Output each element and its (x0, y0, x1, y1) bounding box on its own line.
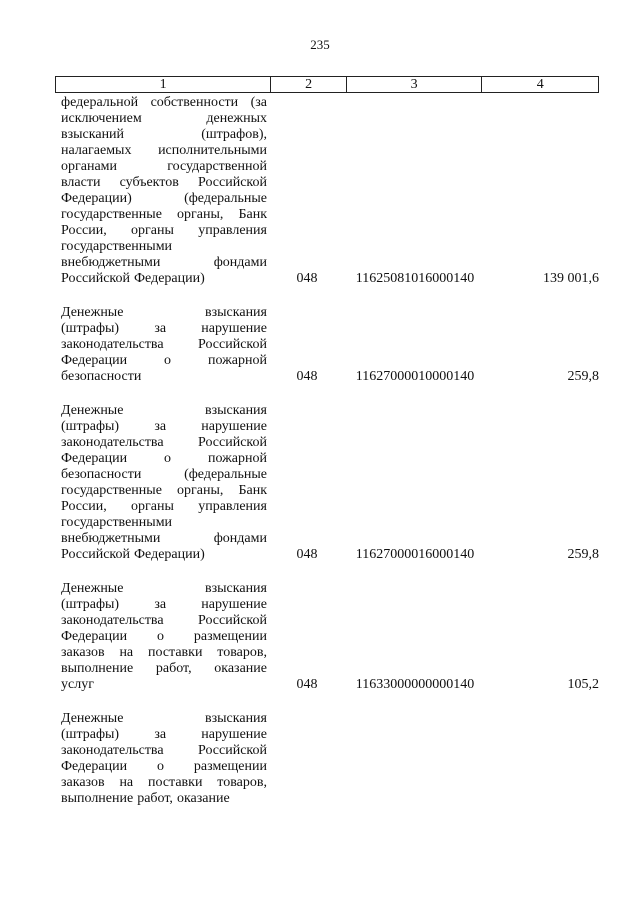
description-word: безопасности (61, 369, 142, 384)
column-header-4: 4 (536, 77, 544, 92)
table-row (55, 305, 599, 385)
description-word: исполнительными (158, 143, 267, 158)
row-budget-code: 11627000010000140 (355, 369, 475, 384)
description-word: Федерации (61, 353, 128, 368)
description-word: пожарной (207, 451, 267, 466)
description-word: Российской (198, 743, 267, 758)
description-word: Российской (61, 271, 130, 286)
description-word: Денежные (61, 305, 124, 320)
description-word: безопасности (61, 467, 142, 482)
description-line (61, 353, 267, 369)
description-word: федеральной (61, 95, 139, 110)
description-word: нарушение (201, 597, 267, 612)
description-word: Банк (238, 483, 267, 498)
description-word: Федерации) (134, 547, 205, 562)
description-word: налагаемых (61, 143, 132, 158)
description-word: субъектов (119, 175, 179, 190)
description-line (61, 499, 267, 515)
table-row (55, 711, 599, 807)
description-word: государственной (167, 159, 267, 174)
description-word: заказов (61, 775, 105, 790)
row-amount: 139 001,6 (543, 271, 599, 286)
description-line (61, 677, 267, 693)
description-line (61, 661, 267, 677)
description-line (61, 175, 267, 191)
description-word: государственными (61, 239, 173, 254)
description-word: выполнение (61, 661, 134, 676)
description-line (61, 143, 267, 159)
description-line (61, 483, 267, 499)
row-admin-code: 048 (296, 547, 318, 562)
description-word: фондами (213, 255, 267, 270)
description-word: органы (131, 223, 174, 238)
description-word: Российской (61, 547, 130, 562)
row-amount: 105,2 (567, 677, 599, 692)
description-word: Федерации (61, 759, 128, 774)
row-budget-code: 11625081016000140 (355, 271, 475, 286)
description-word: взыскания (205, 581, 267, 596)
description-word: (штрафы) (61, 321, 120, 336)
row-description (55, 95, 267, 287)
description-word: взысканий (61, 127, 125, 142)
description-line (61, 159, 267, 175)
description-word: России, (61, 223, 107, 238)
description-word: взыскания (205, 305, 267, 320)
description-word: (за (250, 95, 267, 110)
description-word: Российской (198, 175, 267, 190)
description-word: государственные (61, 483, 162, 498)
description-word: нарушение (201, 727, 267, 742)
description-line (61, 207, 267, 223)
description-line (61, 369, 267, 385)
column-header-row (55, 76, 599, 93)
description-word: о (164, 353, 172, 368)
table-row (55, 581, 599, 693)
description-word: работ, (155, 661, 192, 676)
description-line (61, 127, 267, 143)
description-word: законодательства (61, 743, 164, 758)
description-line (61, 581, 267, 597)
description-word: Денежные (61, 581, 124, 596)
description-word: поставки (147, 645, 203, 660)
row-description (55, 403, 267, 563)
description-word: управления (198, 223, 267, 238)
description-line (61, 337, 267, 353)
description-line (61, 711, 267, 727)
description-word: о (157, 759, 165, 774)
description-line (61, 515, 267, 531)
description-line (61, 239, 267, 255)
description-word: за (154, 727, 167, 742)
description-word: оказание (176, 791, 230, 806)
description-word: за (154, 419, 167, 434)
row-amount: 259,8 (567, 547, 599, 562)
row-description (55, 581, 267, 693)
description-word: денежных (206, 111, 267, 126)
row-admin-code: 048 (296, 677, 318, 692)
column-header-2: 2 (271, 77, 347, 92)
description-line (61, 255, 267, 271)
description-word: внебюджетными (61, 531, 161, 546)
description-word: взыскания (205, 711, 267, 726)
description-word: Федерации) (61, 191, 132, 206)
description-line (61, 613, 267, 629)
description-word: Федерации) (134, 271, 205, 286)
column-header-3: 3 (347, 77, 483, 92)
description-line (61, 419, 267, 435)
row-budget-code: 11627000016000140 (355, 547, 475, 562)
table-body (55, 95, 599, 807)
column-header-1: 1 (56, 77, 271, 92)
description-word: за (154, 597, 167, 612)
description-line (61, 629, 267, 645)
description-line (61, 597, 267, 613)
description-word: поставки (147, 775, 203, 790)
table-row (55, 95, 599, 287)
row-admin-code: 048 (296, 369, 318, 384)
description-word: (федеральные (184, 191, 267, 206)
description-line (61, 775, 267, 791)
description-word: нарушение (201, 321, 267, 336)
description-word: Денежные (61, 403, 124, 418)
description-word: Российской (198, 613, 267, 628)
page-number: 235 (310, 37, 330, 52)
description-word: Федерации (61, 451, 128, 466)
row-description (55, 305, 267, 385)
description-word: власти (61, 175, 101, 190)
description-line (61, 645, 267, 661)
description-word: Федерации (61, 629, 128, 644)
description-word: взыскания (205, 403, 267, 418)
description-word: оказание (214, 661, 267, 676)
description-word: Денежные (61, 711, 124, 726)
table-row (55, 403, 599, 563)
row-description (55, 711, 267, 807)
description-word: услуг (61, 677, 94, 692)
description-line (61, 531, 267, 547)
description-line (61, 223, 267, 239)
description-word: законодательства (61, 613, 164, 628)
description-line (61, 271, 267, 287)
description-word: товаров, (217, 775, 267, 790)
description-word: за (154, 321, 167, 336)
description-word: управления (198, 499, 267, 514)
description-word: заказов (61, 645, 105, 660)
description-word: законодательства (61, 435, 164, 450)
description-line (61, 451, 267, 467)
description-word: размещении (193, 629, 267, 644)
description-line (61, 727, 267, 743)
description-word: органами (61, 159, 118, 174)
description-word: (штрафы) (61, 419, 120, 434)
description-word: исключением (61, 111, 142, 126)
description-word: (штрафов), (201, 127, 267, 142)
description-word: нарушение (201, 419, 267, 434)
description-line (61, 547, 267, 563)
description-line (61, 759, 267, 775)
description-word: органы, (177, 483, 224, 498)
description-word: (федеральные (184, 467, 267, 482)
description-line (61, 403, 267, 419)
description-word: на (119, 775, 134, 790)
description-word: о (164, 451, 172, 466)
description-word: законодательства (61, 337, 164, 352)
description-line (61, 435, 267, 451)
description-word: пожарной (207, 353, 267, 368)
description-line (61, 111, 267, 127)
description-word: выполнение (61, 791, 134, 806)
description-line (61, 791, 267, 807)
description-word: собственности (150, 95, 239, 110)
description-word: Банк (238, 207, 267, 222)
description-word: органы, (177, 207, 224, 222)
description-word: внебюджетными (61, 255, 161, 270)
description-word: Российской (198, 337, 267, 352)
description-word: России, (61, 499, 107, 514)
description-word: размещении (193, 759, 267, 774)
description-word: органы (131, 499, 174, 514)
description-line (61, 95, 267, 111)
row-budget-code: 11633000000000140 (355, 677, 475, 692)
description-word: Российской (198, 435, 267, 450)
description-word: о (157, 629, 165, 644)
description-line (61, 743, 267, 759)
description-word: фондами (213, 531, 267, 546)
row-amount: 259,8 (567, 369, 599, 384)
description-word: государственными (61, 515, 173, 530)
description-word: государственные (61, 207, 162, 222)
description-word: (штрафы) (61, 597, 120, 612)
description-line (61, 305, 267, 321)
row-admin-code: 048 (296, 271, 318, 286)
description-line (61, 321, 267, 337)
description-word: товаров, (217, 645, 267, 660)
description-line (61, 467, 267, 483)
description-line (61, 191, 267, 207)
description-word: (штрафы) (61, 727, 120, 742)
description-word: на (119, 645, 134, 660)
description-word: работ, (137, 791, 173, 806)
